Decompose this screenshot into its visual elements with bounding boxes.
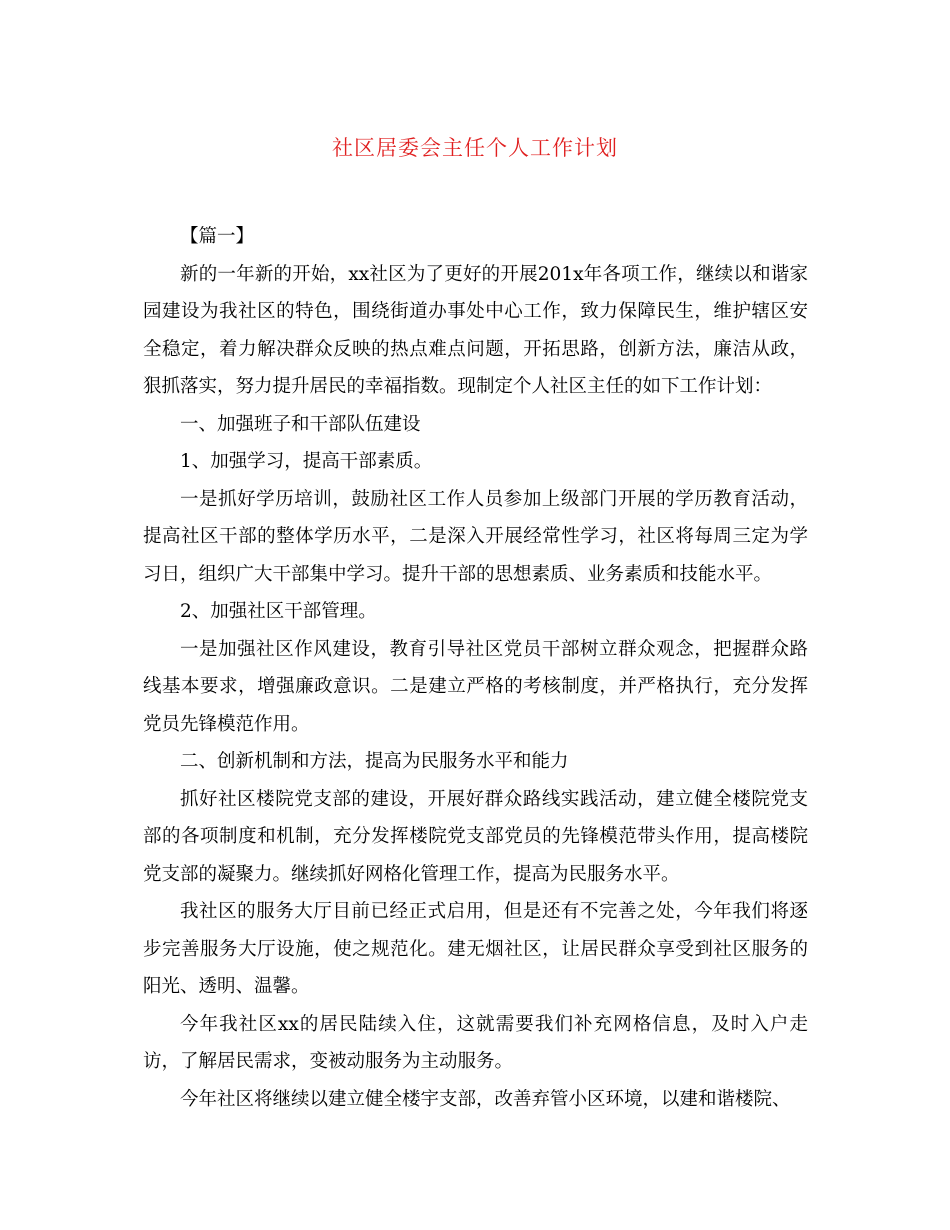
subheading-1-2: 2、加强社区干部管理。 [180,601,377,622]
document-body [143,218,808,1118]
paragraph-2-3: 今年我社区xx的居民陆续入住，这就需要我们补充网格信息，及时入户走访，了解居民需求，变被动服务为主动服务。 [143,1013,808,1072]
subheading-1-1: 1、加强学习，提高干部素质。 [180,451,433,472]
document-title: 社区居委会主任个人工作计划 [332,136,618,160]
paragraph-1-1: 一是抓好学历培训，鼓励社区工作人员参加上级部门开展的学历教育活动，提高社区干部的整体学历水平，二是深入开展经常性学习，社区将每周三定为学习日，组织广大干部集中学习。提升干部的思想素质、业务素质和技能水平。 [143,488,808,585]
section-heading-2: 二、创新机制和方法，提高为民服务水平和能力 [180,751,569,772]
paragraph-2-4: 今年社区将继续以建立健全楼宇支部，改善弃管小区环境，以建和谐楼院、 [180,1088,791,1110]
section-heading-1: 一、加强班子和干部队伍建设 [180,413,421,435]
paragraph-1-2: 一是加强社区作风建设，教育引导社区党员干部树立群众观念，把握群众路线基本要求，增强廉政意识。二是建立严格的考核制度，并严格执行，充分发挥党员先锋模范作用。 [143,638,808,735]
section-heading-part-one: 【篇一】 [180,226,255,247]
paragraph-2-2: 我社区的服务大厅目前已经正式启用，但是还有不完善之处，今年我们将逐步完善服务大厅设施，使之规范化。建无烟社区，让居民群众享受到社区服务的阳光、透明、温馨。 [143,901,808,997]
paragraph-2-1: 抓好社区楼院党支部的建设，开展好群众路线实践活动，建立健全楼院党支部的各项制度和机制，充分发挥楼院党支部党员的先锋模范带头作用，提高楼院党支部的凝聚力。继续抓好网格化管理工作，提高为民服务水平。 [143,788,808,885]
intro-paragraph: 新的一年新的开始，xx社区为了更好的开展201x年各项工作，继续以和谐家园建设为我社区的特色，围绕街道办事处中心工作，致力保障民生，维护辖区安全稳定，着力解决群众反映的热点难点问题，开拓思路，创新方法，廉洁从政，狠抓落实，努力提升居民的幸福指数。现制定个人社区主任的如下工作计划： [143,263,808,397]
